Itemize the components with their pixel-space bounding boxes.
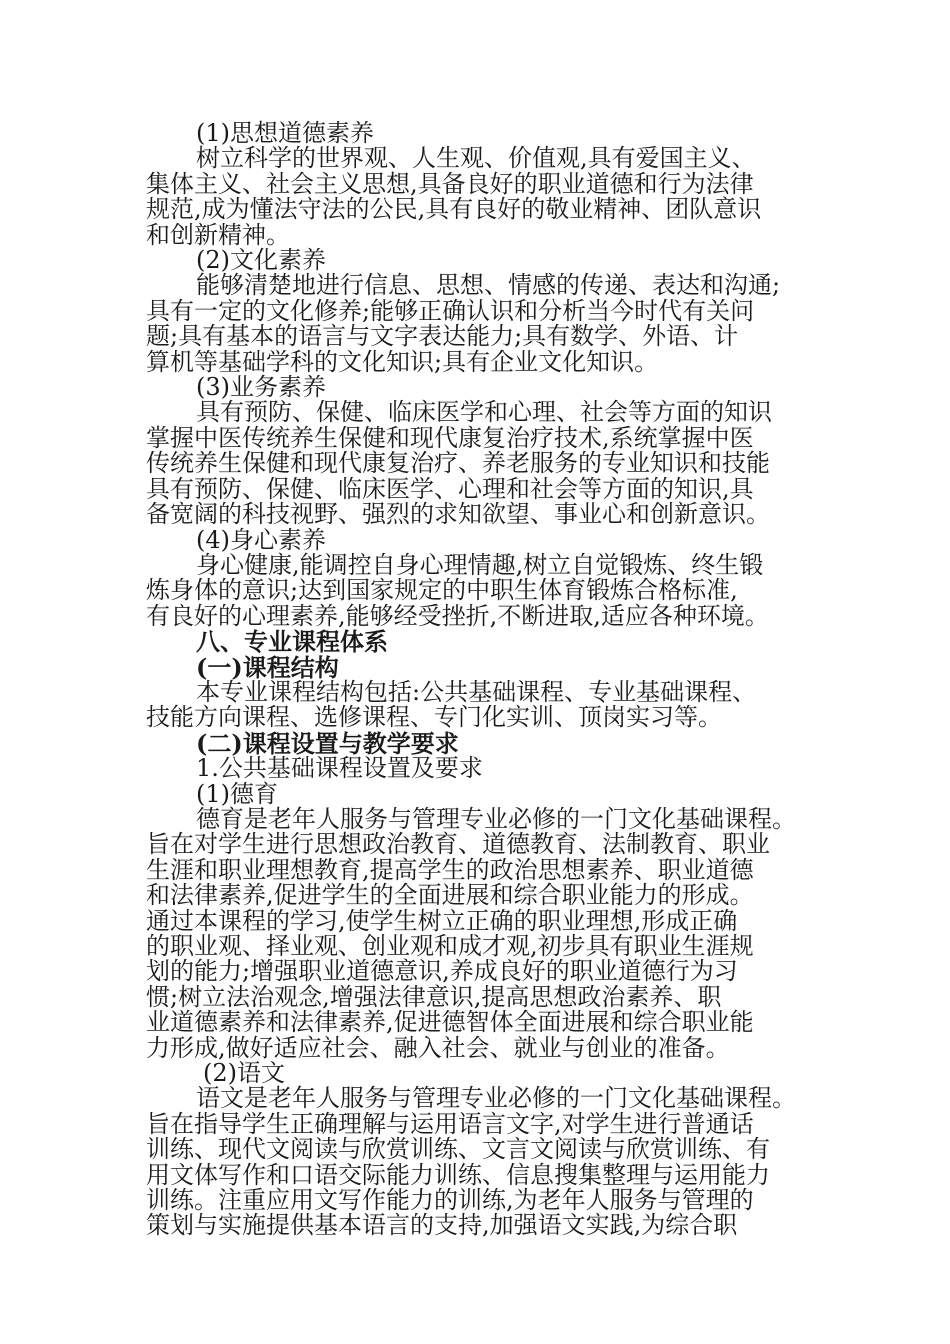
- text-line: 能够清楚地进行信息、思想、情感的传递、表达和沟通;: [196, 271, 781, 300]
- text-line: 掌握中医传统养生保健和现代康复治疗技术,系统掌握中医: [146, 423, 754, 452]
- text-line: 的职业观、择业观、创业观和成才观,初步具有职业生涯规: [146, 932, 754, 960]
- text-line: 训练。注重应用文写作能力的训练,为老年人服务与管理的: [146, 1186, 754, 1215]
- text-line: 1.公共基础课程设置及要求: [196, 754, 483, 783]
- text-line: 业道德素养和法律素养,促进德智体全面进展和综合职业能: [146, 1008, 754, 1037]
- text-line: 用文体写作和口语交际能力训练、信息搜集整理与运用能力: [146, 1160, 770, 1189]
- text-line: 身心健康,能调控自身心理情趣,树立自觉锻炼、终生锻: [196, 550, 764, 579]
- text-line: 规范,成为懂法守法的公民,具有良好的敬业精神、团队意识: [146, 195, 762, 224]
- text-line: 策划与实施提供基本语言的支持,加强语文实践,为综合职: [146, 1211, 738, 1240]
- text-line: (二)课程设置与教学要求: [196, 728, 459, 758]
- text-line: 具有预防、保健、临床医学和心理、社会等方面的知识: [196, 398, 772, 427]
- text-line: 生涯和职业理想教育,提高学生的政治思想素养、职业道德: [146, 855, 754, 884]
- document-body: [146, 121, 826, 1239]
- text-line: 树立科学的世界观、人生观、价值观,具有爱国主义、: [196, 144, 756, 173]
- text-line: 力形成,做好适应社会、融入社会、就业与创业的准备。: [146, 1033, 730, 1062]
- text-line: 德育是老年人服务与管理专业必修的一门文化基础课程。: [196, 804, 796, 833]
- text-line: (2)文化素养: [196, 246, 326, 275]
- text-line: 和创新精神。: [146, 220, 290, 249]
- text-line: 传统养生保健和现代康复治疗、养老服务的专业知识和技能: [146, 449, 770, 478]
- text-line: 划的能力;增强职业道德意识,养成良好的职业道德行为习: [146, 957, 738, 986]
- text-line: 通过本课程的学习,使学生树立正确的职业理想,形成正确: [146, 906, 738, 935]
- text-line: 本专业课程结构包括:公共基础课程、专业基础课程、: [196, 677, 757, 706]
- text-line: 有良好的心理素养,能够经受挫折,不断进取,适应各种环境。: [146, 601, 769, 630]
- text-line: 算机等基础学科的文化知识;具有企业文化知识。: [146, 347, 659, 376]
- text-line: (3)业务素养: [196, 373, 326, 402]
- text-line: 备宽阔的科技视野、强烈的求知欲望、事业心和创新意识。: [146, 500, 770, 529]
- text-line: 集体主义、社会主义思想,具备良好的职业道德和行为法律: [146, 169, 754, 198]
- text-line: 惯;树立法治观念,增强法律意识,提高思想政治素养、职: [146, 982, 722, 1011]
- text-line: 和法律素养,促进学生的全面进展和综合职业能力的形成。: [146, 881, 754, 910]
- text-line: 技能方向课程、选修课程、专门化实训、顶岗实习等。: [146, 703, 722, 732]
- text-line: 训练、现代文阅读与欣赏训练、文言文阅读与欣赏训练、有: [146, 1135, 770, 1164]
- text-line: (1)德育: [196, 779, 278, 808]
- text-line: 语文是老年人服务与管理专业必修的一门文化基础课程。: [196, 1084, 796, 1113]
- text-line: 题;具有基本的语言与文字表达能力;具有数学、外语、计: [146, 322, 739, 351]
- text-line: 具有一定的文化修养;能够正确认识和分析当今时代有关问: [146, 296, 755, 325]
- text-line: 八、专业课程体系: [196, 627, 388, 657]
- text-line: (2)语文: [203, 1059, 285, 1088]
- text-line: 旨在指导学生正确理解与运用语言文字,对学生进行普通话: [146, 1109, 754, 1138]
- text-line: (一)课程结构: [196, 652, 339, 682]
- text-line: 炼身体的意识;达到国家规定的中职生体育锻炼合格标准,: [146, 576, 738, 605]
- text-line: 具有预防、保健、临床医学、心理和社会等方面的知识,具: [146, 474, 754, 503]
- text-line: (1)思想道德素养: [196, 119, 374, 147]
- text-line: 旨在对学生进行思想政治教育、道德教育、法制教育、职业: [146, 830, 770, 859]
- text-line: (4)身心素养: [196, 525, 326, 554]
